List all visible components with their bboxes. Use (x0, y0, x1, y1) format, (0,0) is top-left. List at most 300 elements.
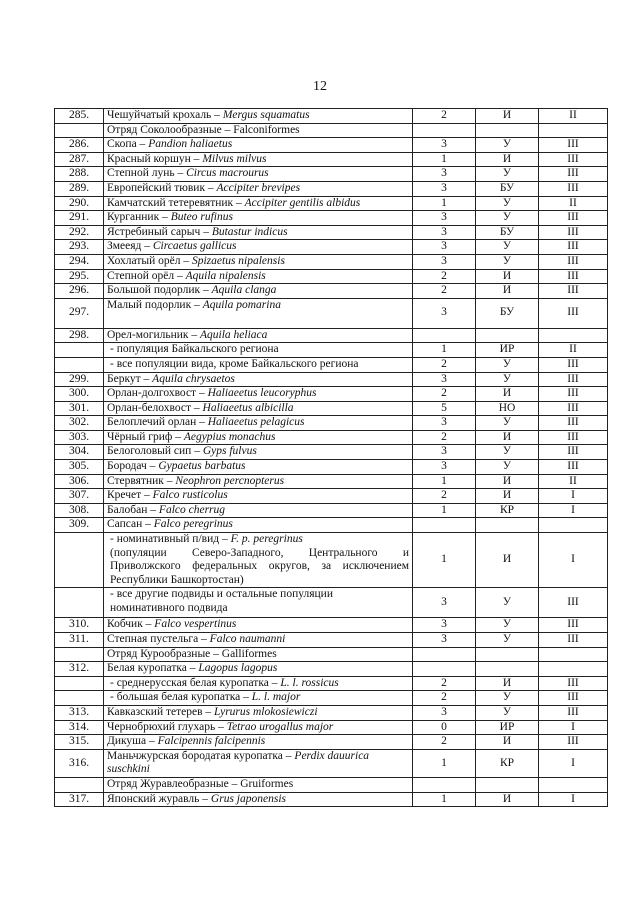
species-row (55, 109, 608, 124)
category (413, 662, 476, 677)
category: 1 (413, 792, 476, 807)
protection-class: III (539, 240, 608, 255)
common-name: - популяция Байкальского региона (110, 343, 279, 356)
category: 2 (413, 109, 476, 124)
protection-class: III (539, 633, 608, 648)
latin-name: Lagopus lagopus (198, 662, 278, 675)
common-name: Дикуша – (107, 735, 158, 748)
row-number-cell (55, 777, 104, 792)
protection-class: III (539, 254, 608, 269)
common-name: Орлан-белохвост – (107, 401, 203, 414)
order-row (55, 777, 608, 792)
status: У (476, 691, 539, 706)
row-number: 301. (55, 401, 104, 416)
row-number: 313. (55, 705, 104, 720)
common-name: - среднерусская белая куропатка – (110, 676, 281, 689)
row-number: 295. (55, 269, 104, 284)
protection-class: III (539, 138, 608, 153)
common-name: Хохлатый орёл – (107, 254, 192, 267)
protection-class: III (539, 401, 608, 416)
species-row (55, 474, 608, 489)
latin-name: Neophron percnopterus (175, 474, 285, 487)
category: 1 (413, 343, 476, 358)
status: БУ (476, 181, 539, 196)
common-name: Змееяд – (107, 240, 153, 253)
species-name (104, 749, 413, 777)
protection-class (539, 328, 608, 343)
category: 1 (413, 503, 476, 518)
status (476, 518, 539, 533)
row-number (55, 533, 104, 588)
latin-name: Falco vespertinus (154, 618, 237, 631)
species-table-body (55, 109, 608, 807)
category: 3 (413, 181, 476, 196)
species-name (104, 284, 413, 299)
species-row (55, 298, 608, 328)
species-row (55, 445, 608, 460)
latin-name: Gyps fulvus (202, 445, 257, 458)
status: У (476, 138, 539, 153)
common-name: Степная пустельга – (107, 633, 210, 645)
latin-name: Milvus milvus (202, 152, 267, 165)
protection-class: II (539, 109, 608, 124)
row-number: 310. (55, 618, 104, 633)
species-row (55, 167, 608, 182)
species-name (104, 109, 413, 124)
latin-name: Aquila chrysaetos (152, 372, 235, 385)
species-row (55, 662, 608, 677)
species-row (55, 430, 608, 445)
row-number: 294. (55, 254, 104, 269)
category (413, 328, 476, 343)
species-name (104, 588, 413, 618)
latin-name: Aquila nipalensis (185, 269, 266, 282)
species-name (104, 518, 413, 533)
category-cell (413, 777, 476, 792)
category: 2 (413, 284, 476, 299)
common-name: - все другие подвиды и остальные популяции номинативного подвида (110, 588, 333, 614)
protection-class: III (539, 735, 608, 750)
status: У (476, 633, 539, 648)
protection-class: III (539, 460, 608, 475)
row-number: 315. (55, 735, 104, 750)
species-row (55, 705, 608, 720)
order-row (55, 123, 608, 138)
protection-class: III (539, 181, 608, 196)
common-name: Чёрный гриф – (107, 430, 184, 443)
status: У (476, 211, 539, 226)
row-number (55, 691, 104, 706)
protection-class: III (539, 430, 608, 445)
protection-class: III (539, 211, 608, 226)
latin-name: Aquila clanga (211, 284, 277, 297)
category: 3 (413, 211, 476, 226)
species-name (104, 357, 413, 372)
species-name (104, 618, 413, 633)
row-number: 289. (55, 181, 104, 196)
common-name: Чешуйчатый крохаль – (107, 109, 223, 121)
latin-name: Aquila heliaca (200, 328, 268, 341)
category: 2 (413, 430, 476, 445)
row-number: 299. (55, 372, 104, 387)
category: 5 (413, 401, 476, 416)
category: 3 (413, 705, 476, 720)
species-row (55, 254, 608, 269)
subpopulation-row (55, 588, 608, 618)
species-row (55, 211, 608, 226)
status (476, 328, 539, 343)
category: 3 (413, 240, 476, 255)
status: И (476, 792, 539, 807)
protection-class: I (539, 792, 608, 807)
row-number: 316. (55, 749, 104, 777)
species-name (104, 705, 413, 720)
common-name: - все популяции вида, кроме Байкальского региона (110, 357, 359, 370)
row-number: 296. (55, 284, 104, 299)
subpopulation-row (55, 691, 608, 706)
category: 3 (413, 445, 476, 460)
status: И (476, 533, 539, 588)
category: 3 (413, 254, 476, 269)
protection-class: III (539, 387, 608, 402)
row-number: 305. (55, 460, 104, 475)
protection-class: III (539, 416, 608, 431)
category: 2 (413, 735, 476, 750)
protection-class: III (539, 445, 608, 460)
species-row (55, 633, 608, 648)
species-name (104, 676, 413, 691)
row-number: 311. (55, 633, 104, 648)
species-name (104, 196, 413, 211)
protection-cell (539, 647, 608, 662)
common-name: Беркут – (107, 372, 153, 385)
status: У (476, 372, 539, 387)
status: У (476, 167, 539, 182)
species-name (104, 792, 413, 807)
species-name (104, 533, 413, 588)
order-name: Отряд Журавлеобразные – Gruiformes (104, 777, 413, 792)
category: 3 (413, 138, 476, 153)
common-name: Бородач – (107, 460, 159, 473)
row-number: 285. (55, 109, 104, 124)
category: 3 (413, 460, 476, 475)
status: БУ (476, 298, 539, 328)
protection-class: I (539, 720, 608, 735)
species-row (55, 720, 608, 735)
order-name: Отряд Курообразные – Galliformes (104, 647, 413, 662)
protection-cell (539, 777, 608, 792)
page-number: 12 (313, 79, 327, 94)
protection-class: III (539, 225, 608, 240)
common-name: Красный коршун – (107, 152, 203, 165)
protection-class: I (539, 533, 608, 588)
common-name: Курганник – (107, 211, 171, 224)
species-name (104, 401, 413, 416)
species-row (55, 181, 608, 196)
protection-class: III (539, 588, 608, 618)
status: И (476, 284, 539, 299)
species-name (104, 735, 413, 750)
category: 3 (413, 372, 476, 387)
species-row (55, 387, 608, 402)
category: 1 (413, 152, 476, 167)
species-name (104, 720, 413, 735)
common-name: Белая куропатка – (107, 662, 199, 675)
common-name: Орел-могильник – (107, 328, 201, 341)
row-number: 307. (55, 489, 104, 504)
species-name (104, 181, 413, 196)
common-name: Маньчжурская бородатая куропатка – (107, 749, 295, 762)
protection-class: III (539, 357, 608, 372)
species-name (104, 298, 413, 328)
species-name (104, 662, 413, 677)
protection-class: III (539, 167, 608, 182)
species-row (55, 225, 608, 240)
row-number: 293. (55, 240, 104, 255)
latin-name: Pandion haliaetus (148, 138, 233, 151)
row-number (55, 676, 104, 691)
latin-name: Haliaeetus albicilla (202, 401, 294, 414)
row-number: 317. (55, 792, 104, 807)
species-name (104, 152, 413, 167)
species-row (55, 401, 608, 416)
latin-name: Falcipennis falcipennis (157, 735, 266, 748)
common-name: Чернобрюхий глухарь – (107, 720, 227, 733)
status: У (476, 618, 539, 633)
common-name: - номинативный п/вид – (110, 533, 231, 546)
category-cell (413, 647, 476, 662)
species-name (104, 430, 413, 445)
species-name (104, 269, 413, 284)
latin-name: Gypaetus barbatus (158, 460, 246, 473)
category: 3 (413, 225, 476, 240)
row-number (55, 588, 104, 618)
category: 1 (413, 749, 476, 777)
species-row (55, 489, 608, 504)
protection-class: I (539, 503, 608, 518)
row-number: 291. (55, 211, 104, 226)
common-name: Сапсан – (107, 518, 154, 531)
protection-class (539, 518, 608, 533)
species-name (104, 211, 413, 226)
species-row (55, 792, 608, 807)
latin-name: Butastur indicus (211, 225, 288, 238)
latin-name: Falco rusticolus (152, 489, 228, 502)
latin-name: Lyrurus mlokosiewiczi (214, 705, 318, 718)
common-name: Орлан-долгохвост – (107, 387, 208, 400)
protection-class: III (539, 618, 608, 633)
status: И (476, 474, 539, 489)
category: 2 (413, 676, 476, 691)
species-row (55, 416, 608, 431)
common-name: Большой подорлик – (107, 284, 212, 297)
species-name (104, 343, 413, 358)
species-name (104, 387, 413, 402)
species-name (104, 691, 413, 706)
status-cell (476, 647, 539, 662)
protection-class: III (539, 269, 608, 284)
latin-name: Haliaeetus leucoryphus (207, 387, 317, 400)
status: ИР (476, 343, 539, 358)
latin-name: Aquila pomarina (202, 298, 281, 311)
status: КР (476, 749, 539, 777)
protection-class: III (539, 298, 608, 328)
status: ИР (476, 720, 539, 735)
category: 3 (413, 167, 476, 182)
row-number (55, 343, 104, 358)
protection-class (539, 662, 608, 677)
common-name: Скопа – (107, 138, 149, 151)
row-number-cell (55, 647, 104, 662)
species-name (104, 633, 413, 648)
species-row (55, 618, 608, 633)
species-row (55, 152, 608, 167)
row-number: 308. (55, 503, 104, 518)
latin-name: Falco peregrinus (153, 518, 233, 531)
subpopulation-row (55, 343, 608, 358)
row-number-cell (55, 123, 104, 138)
category: 2 (413, 691, 476, 706)
status: НО (476, 401, 539, 416)
latin-name: Circus macrourus (186, 167, 269, 180)
protection-class: III (539, 676, 608, 691)
species-row (55, 269, 608, 284)
latin-name: Buteo rufinus (170, 211, 233, 224)
order-row (55, 647, 608, 662)
row-number: 302. (55, 416, 104, 431)
protection-class: I (539, 489, 608, 504)
row-number: 303. (55, 430, 104, 445)
common-name: Белоплечий орлан – (107, 416, 208, 429)
status: У (476, 240, 539, 255)
row-number: 304. (55, 445, 104, 460)
species-name (104, 503, 413, 518)
category: 2 (413, 489, 476, 504)
row-number: 290. (55, 196, 104, 211)
protection-class: II (539, 196, 608, 211)
latin-name: Falco cherrug (158, 503, 226, 516)
species-name (104, 372, 413, 387)
status: И (476, 735, 539, 750)
species-name (104, 416, 413, 431)
protection-class: III (539, 284, 608, 299)
status: У (476, 196, 539, 211)
common-name: Японский журавль – (107, 792, 211, 805)
row-number: 288. (55, 167, 104, 182)
common-name: Европейский тювик – (107, 181, 217, 194)
species-row (55, 284, 608, 299)
status: У (476, 588, 539, 618)
row-number: 287. (55, 152, 104, 167)
status (476, 662, 539, 677)
species-table (54, 108, 608, 807)
category: 1 (413, 474, 476, 489)
status: И (476, 676, 539, 691)
category: 3 (413, 298, 476, 328)
common-name: Стервятник – (107, 474, 176, 487)
category: 1 (413, 533, 476, 588)
common-name: Кречет – (107, 489, 153, 502)
category: 3 (413, 588, 476, 618)
category: 2 (413, 269, 476, 284)
species-row (55, 735, 608, 750)
latin-name: Haliaeetus pelagicus (207, 416, 305, 429)
latin-name: Circaetus gallicus (152, 240, 237, 253)
latin-name: Tetrao urogallus major (226, 720, 334, 733)
status: И (476, 489, 539, 504)
status: И (476, 109, 539, 124)
status: И (476, 430, 539, 445)
latin-name: Falco naumanni (209, 633, 286, 645)
common-name: Камчатский тетеревятник – (107, 196, 245, 209)
category: 2 (413, 357, 476, 372)
species-name (104, 474, 413, 489)
protection-class: III (539, 372, 608, 387)
latin-name: Aegypius monachus (183, 430, 276, 443)
category: 1 (413, 196, 476, 211)
population-note: (популяции Северо-Западного, Центрального и Приволжского федеральных округов, за исключением Республики Башкортостан) (110, 546, 409, 586)
category: 3 (413, 416, 476, 431)
species-row (55, 460, 608, 475)
species-row (55, 518, 608, 533)
row-number: 312. (55, 662, 104, 677)
row-number: 298. (55, 328, 104, 343)
protection-class: III (539, 705, 608, 720)
common-name: - большая белая куропатка – (110, 691, 252, 704)
status: У (476, 254, 539, 269)
species-row (55, 138, 608, 153)
status-cell (476, 123, 539, 138)
species-name (104, 225, 413, 240)
species-name (104, 328, 413, 343)
status: У (476, 357, 539, 372)
protection-class: I (539, 749, 608, 777)
species-row (55, 503, 608, 518)
species-name (104, 460, 413, 475)
common-name: Степной орёл – (107, 269, 186, 282)
common-name: Кавказский тетерев – (107, 705, 215, 718)
species-name (104, 240, 413, 255)
latin-name: Accipiter gentilis albidus (244, 196, 361, 209)
category-cell (413, 123, 476, 138)
status: У (476, 445, 539, 460)
protection-class: III (539, 152, 608, 167)
latin-name: Perdix dauurica suschkini (107, 749, 370, 776)
species-row (55, 240, 608, 255)
status: У (476, 705, 539, 720)
common-name: Белоголовый сип – (107, 445, 203, 458)
category (413, 518, 476, 533)
protection-class: III (539, 691, 608, 706)
row-number: 286. (55, 138, 104, 153)
species-name (104, 167, 413, 182)
latin-name: Mergus squamatus (222, 109, 310, 121)
row-number: 306. (55, 474, 104, 489)
species-name (104, 489, 413, 504)
row-number: 292. (55, 225, 104, 240)
category: 3 (413, 633, 476, 648)
common-name: Балобан – (107, 503, 159, 516)
status: И (476, 387, 539, 402)
species-name (104, 445, 413, 460)
latin-name: L. l. rossicus (280, 676, 339, 689)
subpopulation-row (55, 676, 608, 691)
common-name: Малый подорлик – (107, 298, 203, 311)
row-number: 309. (55, 518, 104, 533)
common-name: Степной лунь – (107, 167, 187, 180)
species-row (55, 749, 608, 777)
status: И (476, 152, 539, 167)
